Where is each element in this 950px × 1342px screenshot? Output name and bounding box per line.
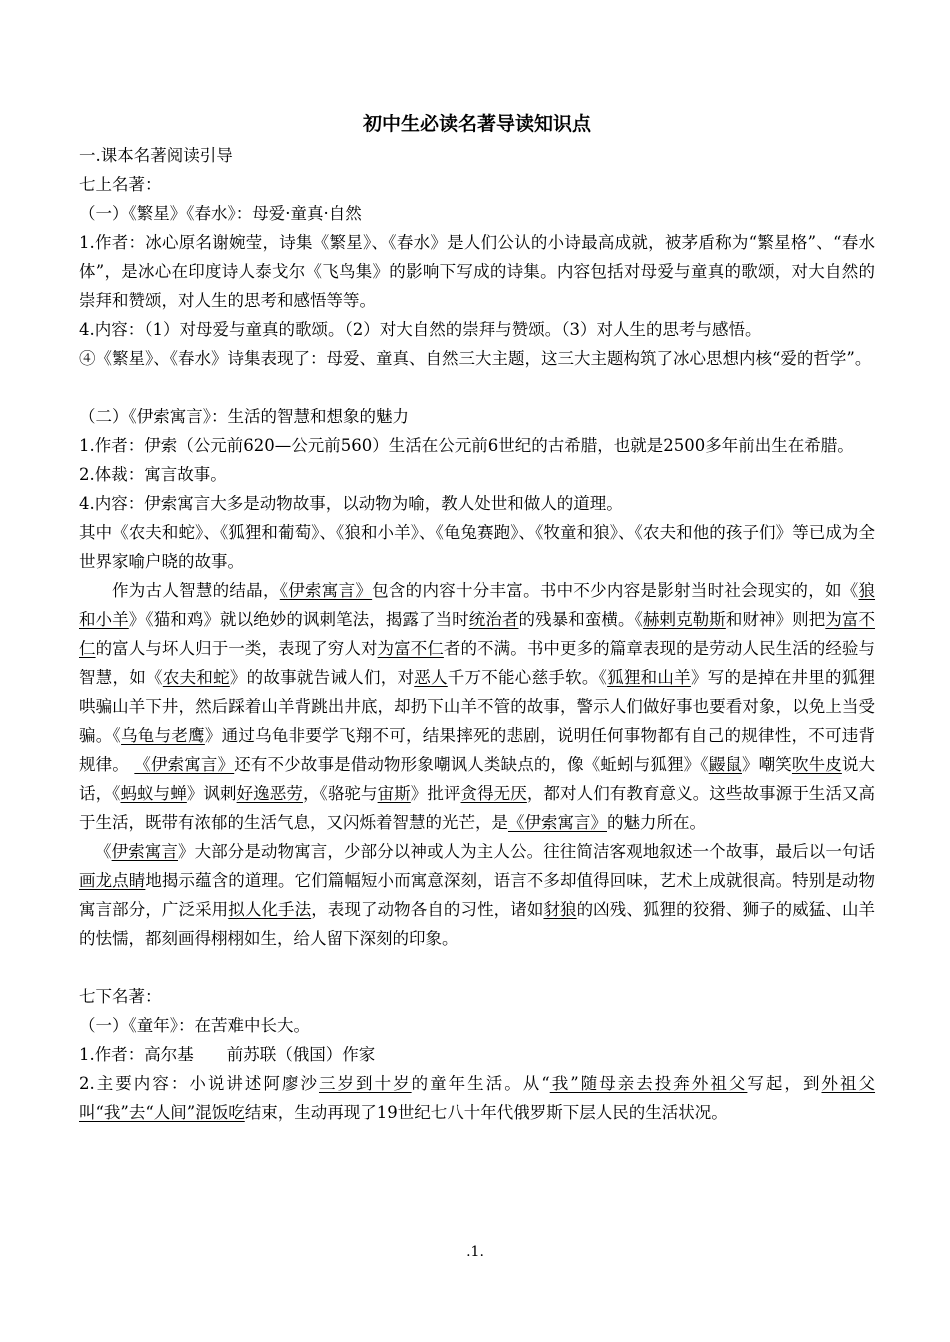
book-heading-fanxing: （一）《繁星》《春水》：母爱·童真·自然	[79, 204, 362, 223]
document-title: 初中生必读名著导读知识点	[362, 113, 591, 135]
underlined-term: 三岁到十岁	[319, 1074, 412, 1093]
underlined-term: 统治者	[468, 610, 519, 629]
underlined-term: 豺狼	[543, 900, 577, 919]
aesop-genre: 2.体裁：寓言故事。	[79, 465, 227, 484]
underlined-term: 我”随母亲去投奔外祖父	[549, 1074, 748, 1093]
underlined-term: 画龙点睛	[79, 871, 146, 890]
text-run: 的富人与坏人归于一类，表现了穷人对	[95, 639, 378, 658]
underlined-term: 好逸恶劳	[236, 784, 303, 803]
text-run: 的魅力所在。	[607, 813, 706, 832]
text-run: 》通过乌龟非要学飞翔不可，结果摔死的悲剧，说明任何事物都有自己的规律性，不可违背规律。	[79, 726, 876, 774]
underlined-term: 为富不仁	[377, 639, 444, 658]
text-run: 地揭示蕴含的道理。它们篇幅短小而寓意深刻，语言不多却值得回味，艺术上成就很高。特别是动物寓言部分，广泛采用	[79, 871, 876, 919]
underlined-term: 鼹鼠	[708, 755, 742, 774]
text-run: 的童年生活。从“	[411, 1074, 550, 1093]
text-run: ，都对人们有教育意义。这些故事源于生活又高于生活，既带有浓郁的生活气息，又闪烁着智慧的光芒，是	[79, 784, 876, 832]
underlined-term: 为富不仁	[79, 610, 876, 658]
fanxing-theme: ④《繁星》、《春水》诗集表现了：母爱、童真、自然三大主题，这三大主题构筑了冰心思想内核“爱的哲学”。	[79, 349, 872, 368]
text-run: 作为古人智慧的结晶，	[112, 581, 280, 600]
text-run: 》的故事就告诫人们，对	[229, 668, 415, 687]
fanxing-author: 1.作者：冰心原名谢婉莹，诗集《繁星》、《春水》是人们公认的小诗最高成就，被茅盾称为“繁星格”、“春水体”，是冰心在印度诗人泰戈尔《飞鸟集》的影响下写成的诗集。内容包括对母爱与童真的歌颂，对大自然的崇拜和赞颂，对人生的思考和感悟等等。	[79, 233, 875, 310]
text-run: 和财神》则把	[725, 610, 826, 629]
underlined-term: 乌龟与老鹰	[121, 726, 205, 745]
underlined-term: 《伊索寓言》	[134, 755, 235, 774]
grade7a-label: 七上名著：	[79, 175, 162, 194]
text-run: 结束，生动再现了19世纪七八十年代俄罗斯下层人民的生活状况。	[244, 1103, 728, 1122]
spacer	[79, 953, 875, 982]
spacer	[79, 373, 875, 402]
text-run: 》《猫和鸡》就以绝妙的讽刺笔法，揭露了当时	[128, 610, 469, 629]
text-run: 者的不满。书中更多的篇章表现的是劳动人民生活的经验与智慧，如《	[79, 639, 876, 687]
text-run: 千万不能心慈手软。《	[447, 668, 608, 687]
text-run: 》讽刺	[186, 784, 237, 803]
text-run: 写起，到	[747, 1074, 822, 1093]
text-run: 《	[95, 842, 112, 861]
book-heading-aesop: （二）《伊索寓言》：生活的智慧和想象的魅力	[79, 407, 409, 426]
underlined-term: 宙斯	[377, 784, 411, 803]
underlined-term: 农夫和蛇	[162, 668, 230, 687]
underlined-term: 蚂蚁与蝉	[120, 784, 187, 803]
text-run: ，表现了动物各自的习性，诸如	[311, 900, 544, 919]
underlined-term: 狼和小羊	[79, 581, 876, 629]
text-run: 》嘲笑	[742, 755, 792, 774]
text-run: 说大话，《	[79, 755, 876, 803]
underlined-term: 《伊索寓言》	[279, 581, 373, 600]
aesop-content: 4.内容：伊索寓言大多是动物故事，以动物为喻，教人处世和做人的道理。	[79, 494, 623, 513]
document-body	[79, 108, 875, 1127]
childhood-author: 1.作者：高尔基 前苏联（俄国）作家	[79, 1045, 376, 1064]
page-number: .1.	[466, 1244, 484, 1260]
underlined-term: 外祖父叫“我”去“人间”混饭吃	[79, 1074, 876, 1122]
aesop-famous-stories: 其中《农夫和蛇》、《狐狸和葡萄》、《狼和小羊》、《龟兔赛跑》、《牧童和狼》、《农夫和他的孩子们》等已成为全世界家喻户晓的故事。	[79, 523, 875, 571]
grade7b-label: 七下名著：	[79, 987, 162, 1006]
underlined-term: 伊索寓言	[111, 842, 179, 861]
fanxing-content: 4.内容：（1）对母爱与童真的歌颂。（2）对大自然的崇拜与赞颂。（3）对人生的思考与感悟。	[79, 320, 762, 339]
underlined-term: 赫剌克勒斯	[642, 610, 726, 629]
text-run: 的凶残、狐狸的狡猾、狮子的威猛、山羊的怯懦，都刻画得栩栩如生，给人留下深刻的印象。	[79, 900, 876, 948]
aesop-author: 1.作者：伊索（公元前620—公元前560）生活在公元前6世纪的古希腊，也就是2500多年前出生在希腊。	[79, 436, 854, 455]
underlined-term: 吹牛皮	[791, 755, 842, 774]
text-run: 的残暴和蛮横。《	[518, 610, 643, 629]
text-run: ，《骆驼与	[302, 784, 378, 803]
underlined-term: 拟人化手法	[228, 900, 312, 919]
underlined-term: 狐狸和山羊	[607, 668, 691, 687]
aesop-analysis-paragraph	[79, 576, 875, 837]
underlined-term: 《伊索寓言》	[508, 813, 607, 832]
underlined-term: 恶人	[414, 668, 448, 687]
text-run: 》大部分是动物寓言，少部分以神或人为主人公。往往简洁客观地叙述一个故事，最后以一句话	[178, 842, 876, 861]
childhood-summary	[79, 1069, 875, 1127]
book-heading-childhood: （一）《童年》：在苦难中长大。	[79, 1016, 310, 1035]
text-run: 》写的是掉在井里的狐狸哄骗山羊下井，然后踩着山羊背跳出井底，却扔下山羊不管的故事，警示人们做好事也要看对象，以免上当受骗。《	[79, 668, 876, 745]
underlined-term: 贪得无厌	[460, 784, 527, 803]
text-run: 包含的内容十分丰富。书中不少内容是影射当时社会现实的，如《	[372, 581, 859, 600]
text-run: 》批评	[410, 784, 461, 803]
section-heading: 一.课本名著阅读引导	[79, 146, 233, 165]
text-run: 还有不少故事是借动物形象嘲讽人类缺点的，像《蚯蚓与狐狸》《	[234, 755, 709, 774]
text-run: 2.主要内容：小说讲述阿廖沙	[79, 1074, 320, 1093]
aesop-style-paragraph	[79, 837, 875, 953]
